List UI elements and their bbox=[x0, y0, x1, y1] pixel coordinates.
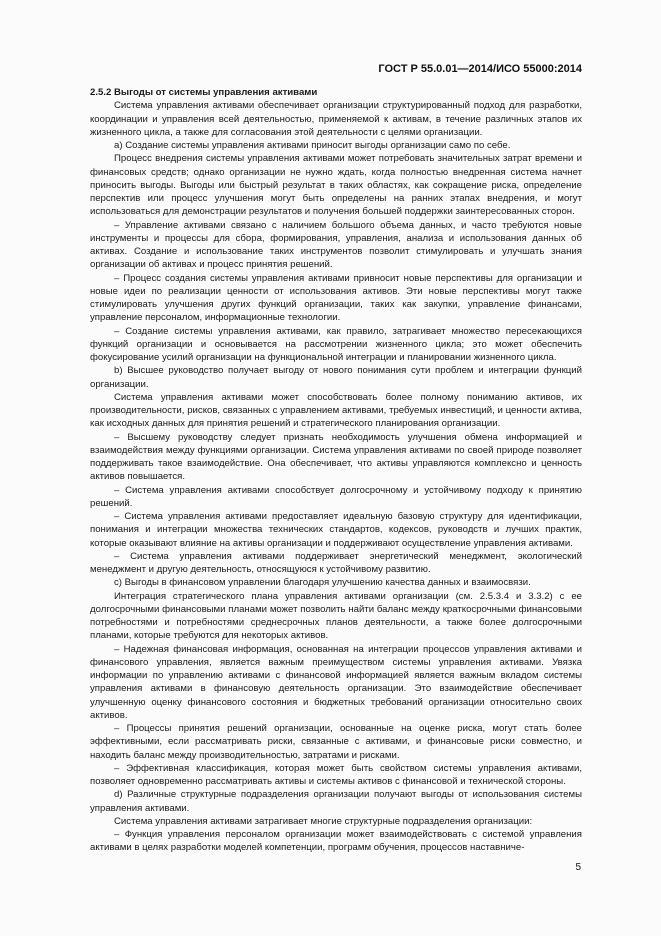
paragraph: Процесс внедрения системы управления активами может потребовать значительных затрат времени и финансовых средств; однако организации не нужно ждать, когда полностью внедренная система начнет приносить выгоды. Выгоды или быстрый результат в таких областях, как сокращение риска, определение перспектив или процесс улучшения могут быть определены на ранних этапах внедрения, и могут использоваться для демонстрации результатов и получения большей поддержки заинтересованных сторон. bbox=[90, 153, 582, 218]
dash-item: – Система управления активами поддерживает энергетический менеджмент, экологический менеджмент и другую деятельность, относящуюся к устойчивому развитию. bbox=[90, 550, 582, 575]
paragraph: Система управления активами затрагивает многие структурные подразделения организации: bbox=[114, 815, 533, 827]
dash-item: – Эффективная классификация, которая может быть свойством системы управления активами, позволяет одновременно рассматривать активы и системы активов с финансовой и технической стороны. bbox=[90, 762, 582, 787]
dash-item: – Система управления активами способствует долгосрочному и устойчивому подходу к принятию решений. bbox=[90, 484, 582, 509]
dash-item: – Высшему руководству следует признать необходимость улучшения обмена информацией и взаимодействия между функциями организации. Система управления активами по своей природе позволяет поддерживать такое взаимодействие. Она обеспечивает, что активы управляются комплексно и ценность активов повышается. bbox=[90, 431, 582, 483]
dash-item: – Создание системы управления активами, как правило, затрагивает множество пересекающихся функций организации и основывается на рассмотрении жизненного цикла; это может обеспечить фокусирование усилий организации на функциональной интеграции и планировании жизненного цикла. bbox=[90, 325, 582, 363]
dash-item: – Процессы принятия решений организации, основанные на оценке риска, могут стать более эффективными, если рассматривать риски, связанные с активами, и финансовые риски совместно, и находить баланс между производительностью, затратами и рисками. bbox=[90, 723, 582, 761]
dash-item: – Управление активами связано с наличием большого объема данных, и часто требуются новые инструменты и процессы для сбора, формирования, управления, анализа и использования данных об активах. Создание и использование таких инструментов позволит стимулировать и улучшать знания организации об активах и процесс принятия решений. bbox=[90, 219, 582, 271]
dash-item: – Надежная финансовая информация, основанная на интеграции процессов управления активами и финансового управления, является важным преимуществом системы управления активами. Увязка информации по управлению активами с финансовой информацией является важным вкладом системы управления активами в финансовую деятельность организации. Это взаимодействие обеспечивает улучшенную оценку финансового состояния и бюджетных требований организации относительно своих активов. bbox=[90, 643, 582, 721]
page-number: 5 bbox=[575, 862, 581, 873]
document-body bbox=[90, 86, 582, 855]
dash-item: – Функция управления персоналом организации может взаимодействовать с системой управления активами в целях разработки моделей компетенции, программ обучения, процессов наставниче- bbox=[90, 829, 582, 854]
document-header: ГОСТ Р 55.0.01—2014/ИСО 55000:2014 bbox=[378, 63, 582, 75]
dash-item: – Процесс создания системы управления активами привносит новые перспективы для организации и новые идеи по реализации ценности от использования активов. Эти новые перспективы могут также стимулировать улучшения других функций организации, таких как закупки, управление финансами, управление персоналом, информационные технологии. bbox=[90, 272, 582, 324]
list-item-c: c) Выгоды в финансовом управлении благодаря улучшению качества данных и взаимосвязи. bbox=[114, 577, 531, 589]
paragraph: Система управления активами обеспечивает организации структурированный подход для разработки, координации и управления всей деятельностью, применяемой к активам, в течение различных этапов их жизненного цикла, а также для согласования этой деятельности с целями организации. bbox=[90, 100, 582, 138]
list-item-b: b) Высшее руководство получает выгоду от нового понимания сути проблем и интеграции функций организации. bbox=[90, 365, 582, 390]
paragraph: Интеграция стратегического плана управления активами организации (см. 2.5.3.4 и 3.3.2) с ее долгосрочными финансовыми планами может позволить найти баланс между краткосрочными финансовыми потребностями и потребностями среднесрочных планов деятельности, а также более долгосрочными планами, которые требуются для некоторых активов. bbox=[90, 590, 582, 642]
list-item-a: a) Создание системы управления активами приносит выгоды организации само по себе. bbox=[114, 140, 511, 151]
list-item-d: d) Различные структурные подразделения организации получают выгоды от использования системы управления активами. bbox=[90, 789, 582, 814]
section-heading: 2.5.2 Выгоды от системы управления активами bbox=[90, 87, 318, 98]
dash-item: – Система управления активами предоставляет идеальную базовую структуру для идентификации, понимания и интеграции множества технических стандартов, кодексов, руководств и лучших практик, которые оказывают влияние на активы организации и поддерживают осуществление управления активами. bbox=[90, 511, 582, 549]
paragraph: Система управления активами может способствовать более полному пониманию активов, их производительности, рисков, связанных с управлением активами, требуемых инвестиций, и ценности актива, как исходных данных для принятия решений и стратегического планирования организации. bbox=[90, 391, 582, 430]
